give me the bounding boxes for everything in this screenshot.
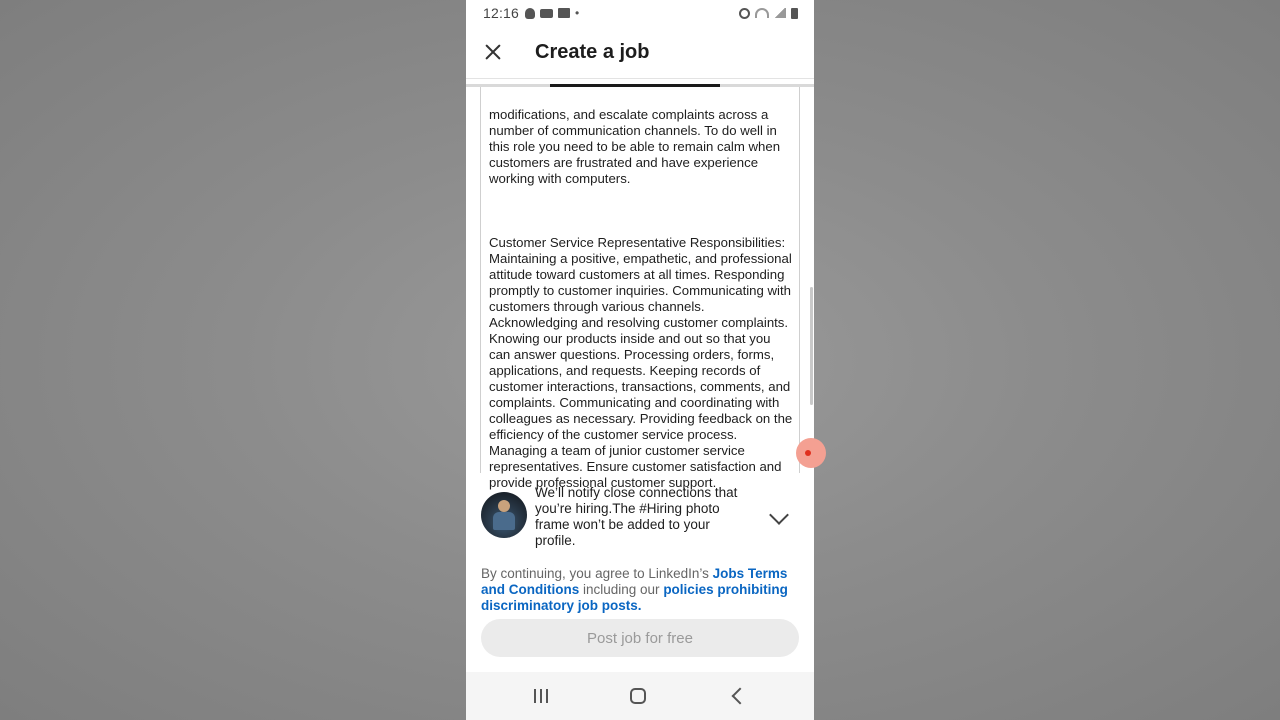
alarm-icon: [739, 8, 750, 19]
terms-middle: including our: [579, 582, 664, 597]
signal-icon: [774, 8, 786, 18]
chevron-down-icon[interactable]: [769, 505, 789, 525]
header: [466, 26, 814, 78]
policies-link[interactable]: policies prohibiting discriminatory job posts.: [481, 582, 788, 613]
description-paragraph: Customer Service Representative Responsibilities: Maintaining a positive, empathetic, and professional attitude toward customers at all times. Responding promptly to customer inquiries. Communicating with customers through various channels. Acknowledging and resolving customer complaints. Knowing our products inside and out so that you can answer questions. Processing orders, forms, applications, and requests. Keeping records of customer interactions, transactions, comments, and complaints. Communicating and coordinating with colleagues as necessary. Providing feedback on the efficiency of the customer service process. Managing a team of junior customer service representatives. Ensure customer satisfaction and provide professional customer support.: [489, 235, 793, 490]
post-job-button[interactable]: Post job for free: [481, 619, 799, 657]
notify-text: We’ll notify close connections that you’re hiring.The #Hiring photo frame won’t be added to your profile.: [535, 485, 738, 548]
recent-apps-icon[interactable]: [534, 689, 548, 703]
status-time: 12:16: [483, 5, 520, 21]
job-description-text: [489, 91, 794, 507]
description-paragraph: modifications, and escalate complaints across a number of communication channels. To do well in this role you need to be able to remain calm when customers are frustrated and have experience working with computers.: [489, 107, 781, 186]
back-icon[interactable]: [732, 688, 749, 705]
status-bar: [466, 0, 814, 26]
jobs-terms-link[interactable]: Jobs Terms and Conditions: [481, 566, 788, 597]
avatar: [481, 492, 527, 538]
android-nav-bar: [466, 672, 814, 720]
home-icon[interactable]: [630, 688, 646, 704]
terms-prefix: By continuing, you agree to LinkedIn’s: [481, 566, 713, 581]
job-description-field[interactable]: [480, 87, 800, 490]
notification-icons: [525, 8, 570, 19]
snapchat-icon: [525, 8, 535, 19]
phone-screen: [466, 0, 814, 720]
terms-text: [481, 566, 801, 614]
more-notifications-dot: •: [575, 6, 580, 20]
battery-icon: [791, 8, 798, 19]
gallery-icon: [558, 8, 570, 18]
page-title: Create a job: [535, 40, 650, 63]
wifi-icon: [755, 8, 769, 18]
screen-record-indicator[interactable]: [796, 438, 826, 468]
close-icon[interactable]: [483, 42, 503, 62]
video-camera-icon: [540, 9, 553, 18]
scrollbar-thumb[interactable]: [810, 287, 813, 405]
system-icons: [739, 8, 798, 19]
hiring-notify-section: [466, 480, 814, 552]
header-divider: [466, 78, 814, 79]
